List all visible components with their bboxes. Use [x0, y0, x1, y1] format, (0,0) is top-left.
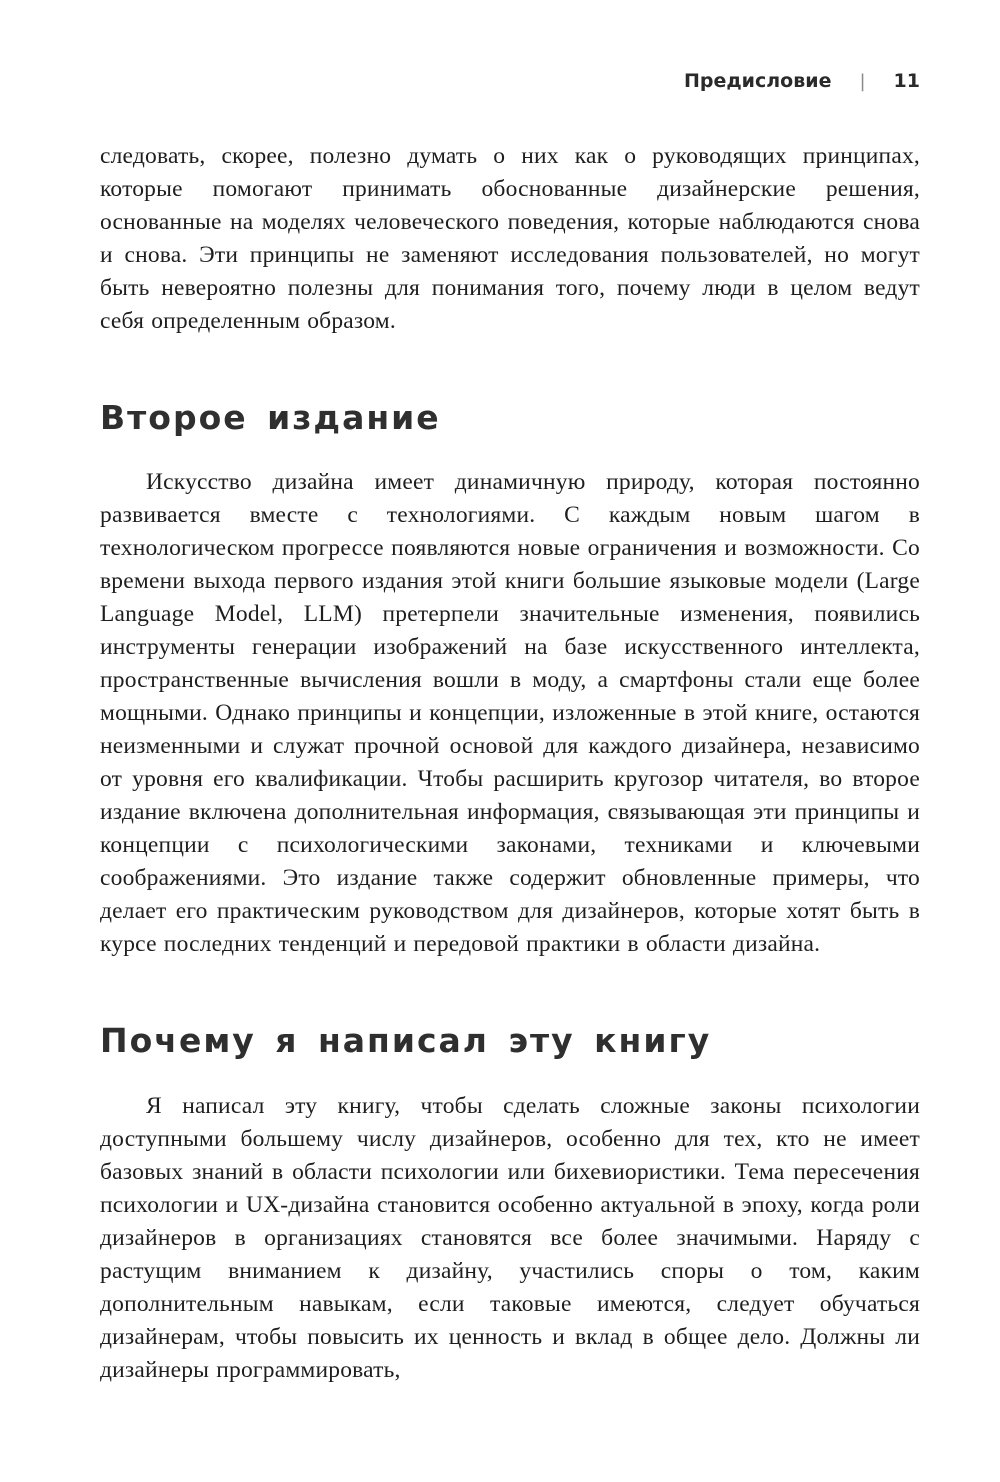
running-header-separator: |	[859, 71, 866, 92]
section-paragraph-second-edition: Искусство дизайна имеет динамичную природу, которая постоянно развивается вместе с технологиями. С каждым новым шагом в технологическом прогрессе появляются новые ограничения и возможности. Со времени выхода первого издания этой книги большие языковые модели (Large Language Model, LLM) претерпели значительные изменения, появились инструменты генерации изображений на базе искусственного интеллекта, пространственные вычисления вошли в моду, а смартфоны стали еще более мощными. Однако принципы и концепции, изложенные в этой книге, остаются неизменными и служат прочной основой для каждого дизайнера, независимо от уровня его квалификации. Чтобы расширить кругозор читателя, во второе издание включена дополнительная информация, связывающая эти принципы и концепции с психологическими законами, техниками и ключевыми соображениями. Это издание также содержит обновленные примеры, что делает его практическим руководством для дизайнеров, которые хотят быть в курсе последних тенденций и передовой практики в области дизайна.	[100, 469, 920, 958]
intro-paragraph: следовать, скорее, полезно думать о них как о руководящих принципах, которые помогают принимать обоснованные дизайнерские решения, основанные на моделях человеческого поведения, которые наблюдаются снова и снова. Эти принципы не заменяют исследования пользователей, но могут быть невероятно полезны для понимания того, почему люди в целом ведут себя определенным образом.	[100, 143, 920, 334]
section-heading-why-i-wrote: Почему я написал эту книгу	[100, 1021, 712, 1061]
page-number: 11	[893, 70, 920, 92]
section-paragraph-why-i-wrote: Я написал эту книгу, чтобы сделать сложные законы психологии доступными большему числу дизайнеров, особенно для тех, кто не имеет базовых знаний в области психологии или бихевиористики. Тема пересечения психологии и UX-дизайна становится особенно актуальной в эпоху, когда роли дизайнеров в организациях становятся все более значимыми. Наряду с растущим вниманием к дизайну, участились споры о том, каким дополнительным навыкам, если таковые имеются, следует обучаться дизайнерам, чтобы повысить их ценность и вклад в общее дело. Должны ли дизайнеры программировать,	[100, 1092, 920, 1383]
section-heading-second-edition: Второе издание	[100, 398, 441, 437]
running-header-title: Предисловие	[683, 70, 832, 92]
running-header	[100, 70, 920, 92]
